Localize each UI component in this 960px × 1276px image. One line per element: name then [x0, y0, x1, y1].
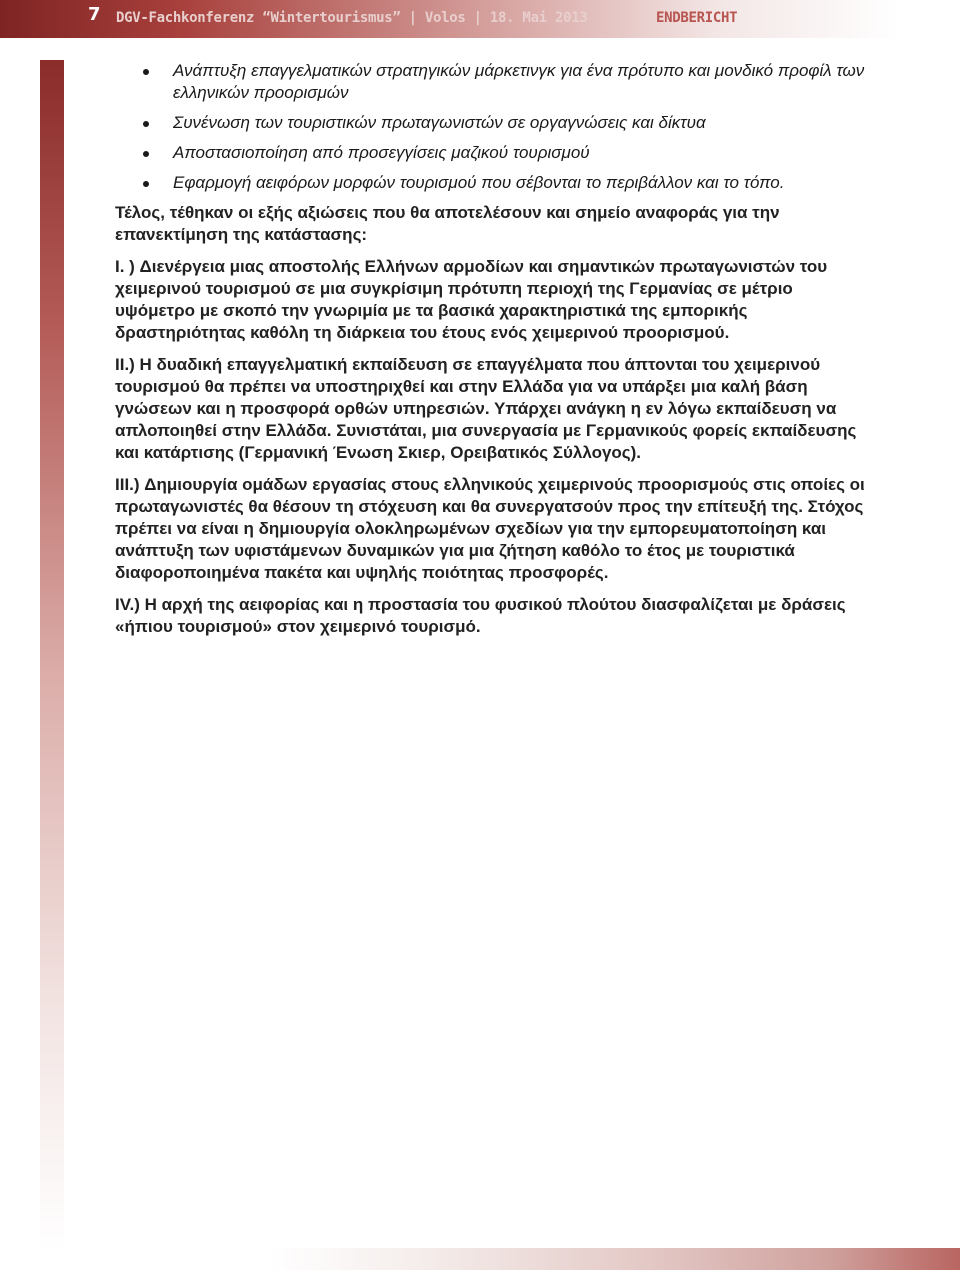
- demand-paragraph-3: III.) Δημιουργία ομάδων εργασίας στους ελληνικούς χειμερινούς προορισμούς στις οποίες οι πρωταγωνιστές θα θέσουν τη στόχευση και θα συνεργατσούν προς την επίτευξή της. Στόχος πρέπει να είναι η δημιουργία ολοκληρωμένων σχεδίων για την εμπορευματοποίηση και ανάπτυξη των υφιστάμενων δυναμικών για μια ζήτηση καθόλο το έτος με τουριστικά διαφοροποιημένα πακέτα και υψηλής ποιότητας προσφορές.: [115, 475, 865, 582]
- bullet-icon: [143, 121, 149, 127]
- list-item: Εφαρμογή αειφόρων μορφών τουρισμού που σέβονται το περιβάλλον και το τόπο.: [173, 172, 875, 194]
- intro-paragraph: Τέλος, τέθηκαν οι εξής αξιώσεις που θα αποτελέσουν και σημείο αναφοράς για την επανεκτίμηση της κατάστασης:: [115, 203, 780, 244]
- list-item: Ανάπτυξη επαγγελματικών στρατηγικών μάρκετινγκ για ένα πρότυπο και μονδικό προφίλ των ελληνικών προορισμών: [173, 60, 875, 104]
- footer-band: [270, 1248, 960, 1270]
- bullet-icon: [143, 69, 149, 75]
- report-label: ENDBERICHT: [656, 10, 738, 26]
- demand-paragraph-4: IV.) Η αρχή της αειφορίας και η προστασία του φυσικού πλούτου διασφαλίζεται με δράσεις «ήπιου τουρισμού» στον χειμερινό τουρισμό.: [115, 595, 846, 636]
- demand-paragraph-1: I. ) Διενέργεια μιας αποστολής Ελλήνων αρμοδίων και σημαντικών πρωταγωνιστών του χειμερινού τουρισμού σε μια συγκρίσιμη πρότυπη περιοχή της Γερμανίας σε μέτριο υψόμετρο με σκοπό την γνωριμία με τα βασικά χαρακτηριστικά της εμπορικής δραστηριότητας καθόλη τη διάρκεια του έτους ενός χειμερινού προορισμού.: [115, 257, 828, 342]
- list-item: Αποστασιοποίηση από προσεγγίσεις μαζικού τουρισμού: [173, 142, 875, 164]
- list-item: Συνένωση των τουριστικών πρωταγωνιστών σε οργαγνώσεις και δίκτυα: [173, 112, 875, 134]
- page-content: [115, 60, 875, 648]
- bullet-list: [115, 60, 875, 194]
- page-number: 7: [88, 4, 101, 25]
- conference-title: DGV-Fachkonferenz “Wintertourismus” | Volos | 18. Mai 2013: [116, 10, 588, 26]
- bullet-icon: [143, 181, 149, 187]
- bullet-icon: [143, 151, 149, 157]
- side-decoration-bar: [40, 60, 64, 1250]
- demand-paragraph-2: II.) Η δυαδική επαγγελματική εκπαίδευση σε επαγγέλματα που άπτονται του χειμερινού τουρισμού θα πρέπει να υποστηριχθεί και στην Ελλάδα για να υπάρξει μια καλή βάση γνώσεων και η προσφορά ορθών υπηρεσιών. Υπάρχει ανάγκη η εν λόγω εκπαίδευση να απλοποιηθεί στην Ελλάδα. Συνιστάται, μια συνεργασία με Γερμανικούς φορείς εκπαίδευσης και κατάρτισης (Γερμανική Ένωση Σκιερ, Ορειβατικός Σύλλογος).: [115, 355, 857, 462]
